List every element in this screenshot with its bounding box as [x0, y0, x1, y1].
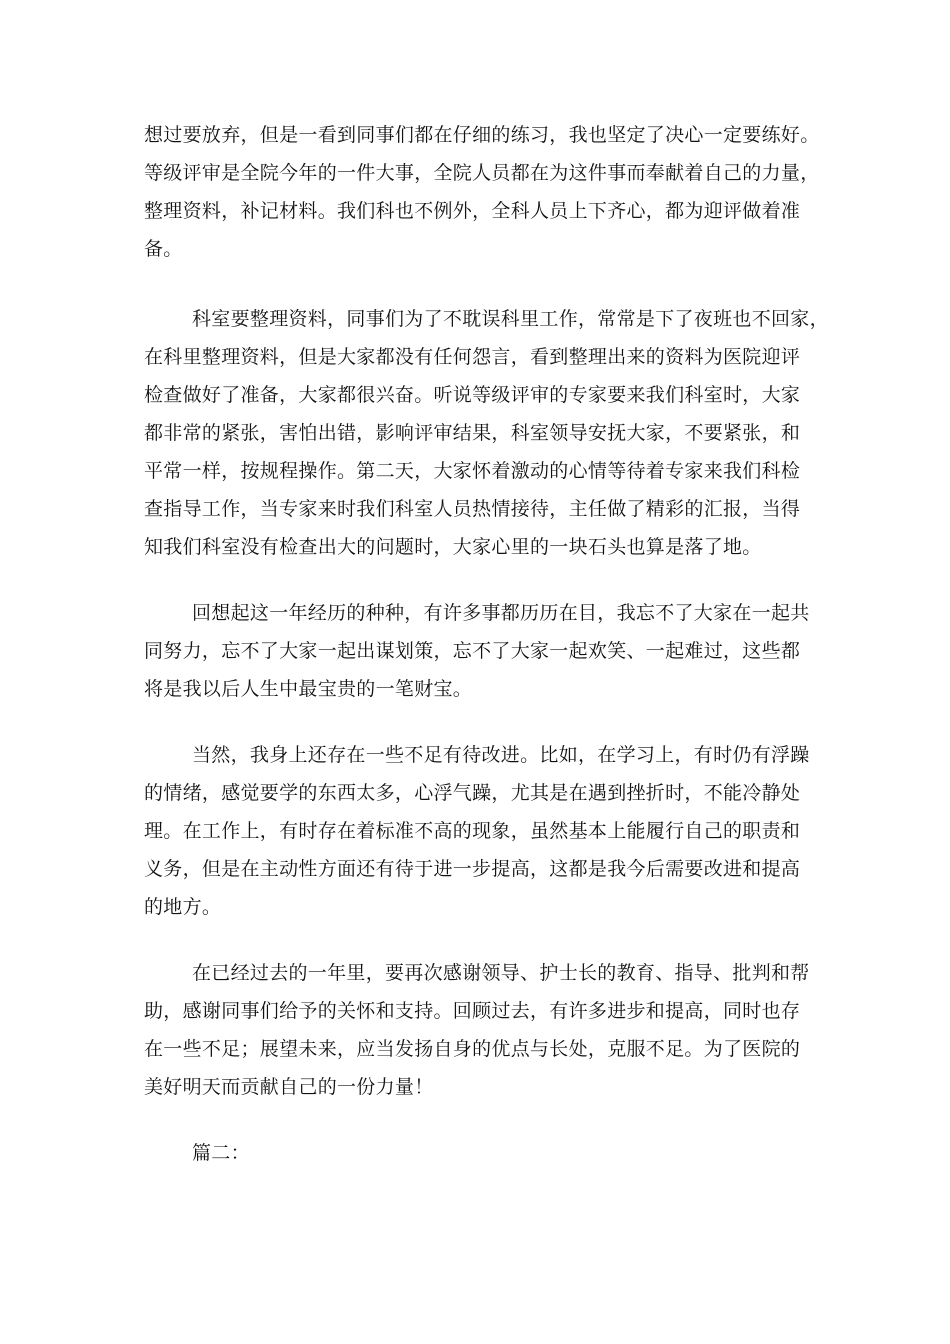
text-line: 想过要放弃，但是一看到同事们都在仔细的练习，我也坚定了决心一定要练好。 — [144, 124, 820, 146]
text-line: 在已经过去的一年里，要再次感谢领导、护士长的教育、指导、批判和帮 — [192, 962, 810, 984]
text-line: 在科里整理资料，但是大家都没有任何怨言，看到整理出来的资料为医院迎评 — [144, 346, 801, 368]
text-line: 平常一样，按规程操作。第二天，大家怀着激动的心情等待着专家来我们科检 — [144, 460, 801, 482]
text-line: 查指导工作，当专家来时我们科室人员热情接待，主任做了精彩的汇报，当得 — [144, 498, 801, 520]
text-line: 等级评审是全院今年的一件大事，全院人员都在为这件事而奉献着自己的力量， — [144, 162, 820, 184]
paragraph-5 — [144, 954, 814, 1106]
text-line: 当然，我身上还存在一些不足有待改进。比如，在学习上，有时仍有浮躁 — [192, 744, 810, 766]
text-line: 将是我以后人生中最宝贵的一笔财宝。 — [144, 678, 473, 700]
section-heading — [144, 1134, 814, 1172]
paragraph-1 — [144, 116, 820, 268]
text-line: 在一些不足；展望未来，应当发扬自身的优点与长处，克服不足。为了医院的 — [144, 1038, 801, 1060]
text-line: 整理资料，补记材料。我们科也不例外，全科人员上下齐心，都为迎评做着准 — [144, 200, 801, 222]
text-line: 的情绪，感觉要学的东西太多，心浮气躁，尤其是在遇到挫折时，不能冷静处 — [144, 782, 801, 804]
text-line: 检查做好了准备，大家都很兴奋。听说等级评审的专家要来我们科室时，大家 — [144, 384, 801, 406]
text-line: 知我们科室没有检查出大的问题时，大家心里的一块石头也算是落了地。 — [144, 536, 762, 558]
text-line: 美好明天而贡献自己的一份力量！ — [144, 1076, 434, 1098]
text-line: 的地方。 — [144, 896, 222, 918]
section-label: 篇二： — [192, 1142, 250, 1164]
text-line: 备。 — [144, 238, 183, 260]
paragraph-3 — [144, 594, 814, 708]
text-line: 助，感谢同事们给予的关怀和支持。回顾过去，有许多进步和提高，同时也存 — [144, 1000, 801, 1022]
text-line: 科室要整理资料，同事们为了不耽误科里工作，常常是下了夜班也不回家， — [192, 308, 829, 330]
text-line: 回想起这一年经历的种种，有许多事都历历在目，我忘不了大家在一起共 — [192, 602, 810, 624]
paragraph-4 — [144, 736, 814, 926]
text-line: 都非常的紧张，害怕出错，影响评审结果，科室领导安抚大家，不要紧张，和 — [144, 422, 801, 444]
text-line: 理。在工作上，有时存在着标准不高的现象，虽然基本上能履行自己的职责和 — [144, 820, 801, 842]
paragraph-2 — [144, 300, 829, 566]
text-line: 义务，但是在主动性方面还有待于进一步提高，这都是我今后需要改进和提高 — [144, 858, 801, 880]
text-line: 同努力，忘不了大家一起出谋划策，忘不了大家一起欢笑、一起难过，这些都 — [144, 640, 801, 662]
